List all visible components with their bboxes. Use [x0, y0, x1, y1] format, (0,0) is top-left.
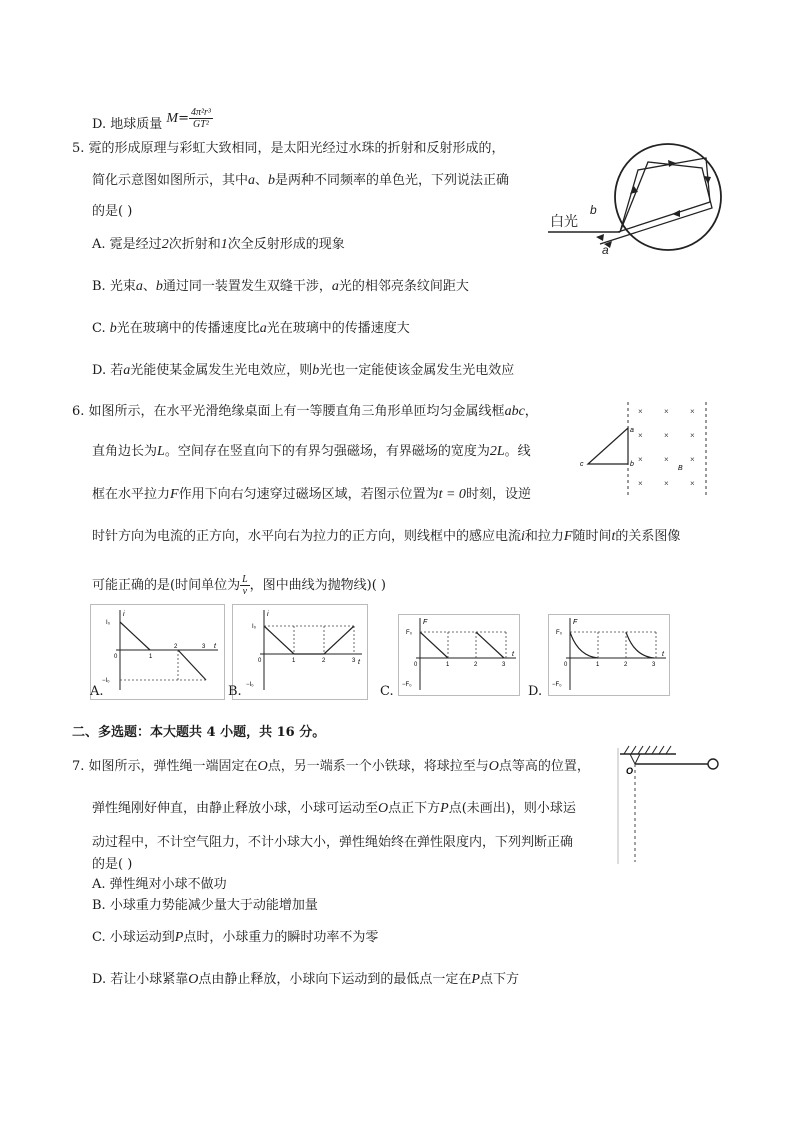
graph-b	[232, 604, 368, 700]
tick-2: 2	[322, 658, 326, 664]
ray-b-path	[618, 158, 710, 232]
text: 次全反射形成的现象	[227, 237, 345, 252]
text: 直角边长为	[92, 444, 158, 459]
var-O: O	[188, 972, 199, 987]
text: 小球运动到	[109, 930, 175, 945]
option-label: B.	[92, 898, 106, 913]
hatch	[666, 746, 671, 754]
tick-2: 2	[474, 662, 478, 668]
var-b: b	[155, 279, 163, 294]
graph-d-label: D.	[528, 684, 543, 699]
arrow-2	[668, 160, 676, 167]
var-P: P	[440, 801, 449, 816]
tick-0: 0	[114, 654, 118, 660]
q6-line2	[92, 443, 531, 461]
hatch	[659, 746, 664, 754]
tick-3: 3	[502, 662, 506, 668]
text: 点，另一端系一个小铁球，将球拉至与	[267, 759, 489, 774]
graph-frame	[549, 615, 670, 696]
pos-value-label: I₀	[252, 624, 257, 630]
q7-pendulum-figure	[616, 740, 728, 866]
hatch	[652, 746, 657, 754]
var-abc: abc	[504, 404, 525, 419]
tick-1: 1	[292, 658, 296, 664]
text: 点等高的位置，	[498, 759, 590, 774]
var-P: P	[174, 930, 184, 945]
field-crosses	[638, 407, 695, 488]
text: 可能正确的是(时间单位为	[92, 578, 241, 593]
time-unit-fraction	[240, 574, 250, 597]
text: 的是( )	[92, 204, 133, 219]
text: 点时，小球重力的瞬时功率不为零	[183, 930, 379, 945]
option-label: C.	[92, 930, 106, 945]
q7-option-b	[92, 897, 318, 915]
label-b: b	[630, 461, 634, 468]
neg-value-label: −I₀	[102, 678, 110, 684]
curve-segment-1	[120, 622, 150, 650]
y-axis-label: i	[267, 611, 269, 618]
q7-line4	[92, 856, 132, 874]
question-number: 6.	[72, 404, 85, 419]
curve-segment-2	[178, 650, 206, 680]
q5-option-a	[92, 236, 345, 254]
q6-field-figure	[576, 400, 710, 500]
text: 时针方向为电流的正方向，水平向右为拉力的正方向，则线框中的感应电流	[92, 529, 522, 544]
text: 光在玻璃中的传播速度大	[266, 321, 410, 336]
text: 时刻，设逆	[465, 487, 531, 502]
var-a: a	[331, 279, 339, 294]
cross: ×	[664, 431, 669, 440]
text: 光在玻璃中的传播速度比	[116, 321, 260, 336]
tick-0: 0	[564, 662, 568, 668]
option-label: B.	[92, 279, 106, 294]
graph-a	[90, 604, 225, 700]
label-b: b	[590, 203, 597, 217]
label-a: a	[630, 427, 634, 434]
cross: ×	[638, 479, 643, 488]
text: 次折射和	[168, 237, 221, 252]
option-label: A.	[92, 237, 106, 252]
text: 是两种不同频率的单色光，下列说法正确	[275, 173, 510, 188]
text: 随时间	[572, 529, 612, 544]
text: 点下方	[479, 972, 519, 987]
cross: ×	[664, 407, 669, 416]
var-t0: t = 0	[438, 487, 466, 502]
var-t: t	[611, 529, 616, 544]
x-axis-label: t	[512, 651, 514, 658]
tick-1: 1	[596, 662, 600, 668]
text: 点(未画出)，则小球运	[448, 801, 576, 816]
parabola-segment-1	[570, 632, 598, 658]
text: 弹性绳刚好伸直，由静止释放小球，小球可运动至	[92, 801, 379, 816]
tick-0: 0	[258, 658, 262, 664]
text: 小球重力势能减少量大于动能增加量	[109, 898, 318, 913]
text: 的是( )	[92, 857, 133, 872]
text: 的关系图像	[615, 529, 681, 544]
y-axis-label: i	[123, 611, 125, 618]
cross: ×	[664, 455, 669, 464]
var-F: F	[563, 529, 573, 544]
option-text: 地球质量	[110, 117, 163, 132]
graph-b-svg	[232, 604, 368, 700]
var-a: a	[259, 321, 267, 336]
option-label: D.	[92, 972, 107, 987]
number: 1	[220, 237, 228, 252]
text: 如图所示，弹性绳一端固定在	[88, 759, 258, 774]
tick-3: 3	[652, 662, 656, 668]
text: 点正下方	[388, 801, 441, 816]
tick-3: 3	[202, 644, 206, 650]
q5-option-d	[92, 362, 514, 380]
tick-2: 2	[624, 662, 628, 668]
tick-3: 3	[352, 658, 356, 664]
q6-line4	[92, 528, 680, 546]
question-number: 7.	[72, 759, 85, 774]
formula-lhs: M	[166, 111, 179, 126]
arrow-4	[672, 210, 680, 217]
graph-c	[398, 614, 520, 696]
text: 光的相邻亮条纹间距大	[338, 279, 469, 294]
label-B: B	[678, 465, 683, 472]
text: ，	[524, 404, 538, 419]
ceiling-hatch	[624, 746, 671, 754]
text: 框在水平拉力	[92, 487, 171, 502]
cross: ×	[690, 431, 695, 440]
hatch	[638, 746, 643, 754]
var-P: P	[471, 972, 480, 987]
q4-option-d	[92, 107, 213, 136]
white-light-label: 白光	[550, 213, 578, 229]
var-2L: 2L	[489, 444, 505, 459]
hatch	[631, 746, 636, 754]
text: 和拉力	[524, 529, 564, 544]
var-a: a	[123, 363, 131, 378]
cross: ×	[638, 455, 643, 464]
var-a: a	[248, 173, 256, 188]
text: 作用下向右匀速穿过磁场区域，若图示位置为	[178, 487, 439, 502]
x-axis-label: t	[214, 643, 216, 650]
q7-line2	[92, 800, 576, 818]
text: 动过程中，不计空气阻力，不计小球大小，弹性绳始终在弹性限度内，下列判断正确	[92, 835, 574, 850]
q7-option-c	[92, 929, 378, 947]
text: 。线	[504, 444, 531, 459]
text: 、	[255, 173, 269, 188]
neg-value-label: −I₀	[246, 682, 254, 688]
curve-segment-1	[420, 632, 448, 658]
formula-eq: =	[178, 111, 189, 126]
q5-droplet-figure	[548, 140, 724, 258]
section-2-title: 二、多选题：本大题共 4 小题，共 16 分。	[72, 725, 326, 740]
cross: ×	[638, 407, 643, 416]
text: ，图中曲线为抛物线)( )	[249, 578, 386, 593]
option-label: C.	[92, 321, 106, 336]
x-axis-label: t	[662, 651, 664, 658]
var-O: O	[257, 759, 268, 774]
q7-line1	[72, 758, 590, 776]
text: 弹性绳对小球不做功	[109, 877, 227, 892]
q5-line2	[92, 172, 509, 190]
q7-option-d	[92, 971, 519, 989]
text: 光能使某金属发生光电效应，则	[130, 363, 313, 378]
iron-ball	[708, 759, 718, 769]
curve	[264, 626, 354, 654]
formula-denominator: GT²	[193, 119, 209, 130]
pos-value-label: I₀	[106, 620, 111, 626]
cross: ×	[638, 431, 643, 440]
q6-line5	[92, 574, 386, 597]
var-O: O	[488, 759, 499, 774]
tick-1: 1	[446, 662, 450, 668]
q7-line3	[92, 834, 573, 852]
cross: ×	[664, 479, 669, 488]
q5-line1	[72, 140, 505, 158]
text: 若让小球紧靠	[110, 972, 189, 987]
arrow-5	[596, 234, 604, 241]
option-label: D.	[92, 117, 107, 132]
q5-line3	[92, 203, 132, 221]
graph-d	[548, 614, 670, 696]
text: 如图所示，在水平光滑绝缘桌面上有一等腰直角三角形单匝均匀金属线框	[88, 404, 505, 419]
var-b: b	[109, 321, 117, 336]
hatch	[624, 746, 629, 754]
tick-0: 0	[414, 662, 418, 668]
tick-2: 2	[174, 644, 178, 650]
option-label: D.	[92, 363, 107, 378]
text: 、	[142, 279, 156, 294]
var-a: a	[135, 279, 143, 294]
cross: ×	[690, 407, 695, 416]
label-c: c	[580, 461, 584, 468]
y-axis-label: F	[573, 619, 578, 626]
pos-value-label: F₀	[406, 630, 413, 636]
text: 点由静止释放，小球向下运动到的最低点一定在	[198, 972, 472, 987]
formula-numerator: 4π²r³	[190, 107, 211, 118]
graph-d-svg	[548, 614, 670, 696]
text: 通过同一装置发生双缝干涉，	[162, 279, 332, 294]
var-b: b	[312, 363, 320, 378]
formula-fraction	[189, 107, 213, 130]
number: 2	[161, 237, 169, 252]
text: 光束	[109, 279, 136, 294]
q7-option-a	[92, 876, 227, 894]
graph-c-svg	[398, 614, 520, 696]
text: 。空间存在竖直向下的有界匀强磁场，有界磁场的宽度为	[164, 444, 490, 459]
hatch	[645, 746, 650, 754]
text: 简化示意图如图所示，其中	[92, 173, 249, 188]
curve-segment-2	[476, 632, 504, 658]
neg-value-label: −F₀	[402, 682, 412, 688]
parabola-segment-2	[626, 632, 654, 658]
q5-option-c	[92, 320, 410, 338]
var-L: L	[157, 444, 165, 459]
text: 若	[110, 363, 124, 378]
graph-a-svg	[90, 604, 225, 700]
var-F: F	[170, 487, 179, 502]
label-O: O	[626, 766, 634, 776]
cross: ×	[690, 455, 695, 464]
graph-frame	[91, 605, 225, 700]
q6-line1	[72, 403, 538, 421]
var-O: O	[378, 801, 389, 816]
var-i: i	[521, 529, 525, 544]
neg-value-label: −F₀	[552, 682, 562, 688]
y-axis-label: F	[423, 619, 428, 626]
q6-line3	[92, 486, 531, 504]
x-axis-label: t	[358, 659, 360, 666]
text: 霓是经过	[109, 237, 162, 252]
pivot-mount	[630, 754, 640, 764]
tick-1: 1	[149, 654, 153, 660]
text: 光也一定能使该金属发生光电效应	[319, 363, 515, 378]
option-label: A.	[92, 877, 106, 892]
pos-value-label: F₀	[556, 630, 563, 636]
graph-c-label: C.	[380, 684, 394, 699]
question-number: 5.	[72, 141, 85, 156]
fraction-denominator: v	[242, 586, 248, 597]
question-text: 霓的形成原理与彩虹大致相同，是太阳光经过水珠的折射和反射形成的，	[88, 141, 505, 156]
fraction-numerator: L	[242, 574, 248, 585]
graph-a-label: A.	[90, 684, 104, 699]
var-b: b	[268, 173, 276, 188]
label-a: a	[602, 243, 609, 257]
q5-option-b	[92, 278, 469, 296]
graph-b-label: B.	[228, 684, 242, 699]
triangle-frame-abc	[588, 428, 628, 464]
cross: ×	[690, 479, 695, 488]
